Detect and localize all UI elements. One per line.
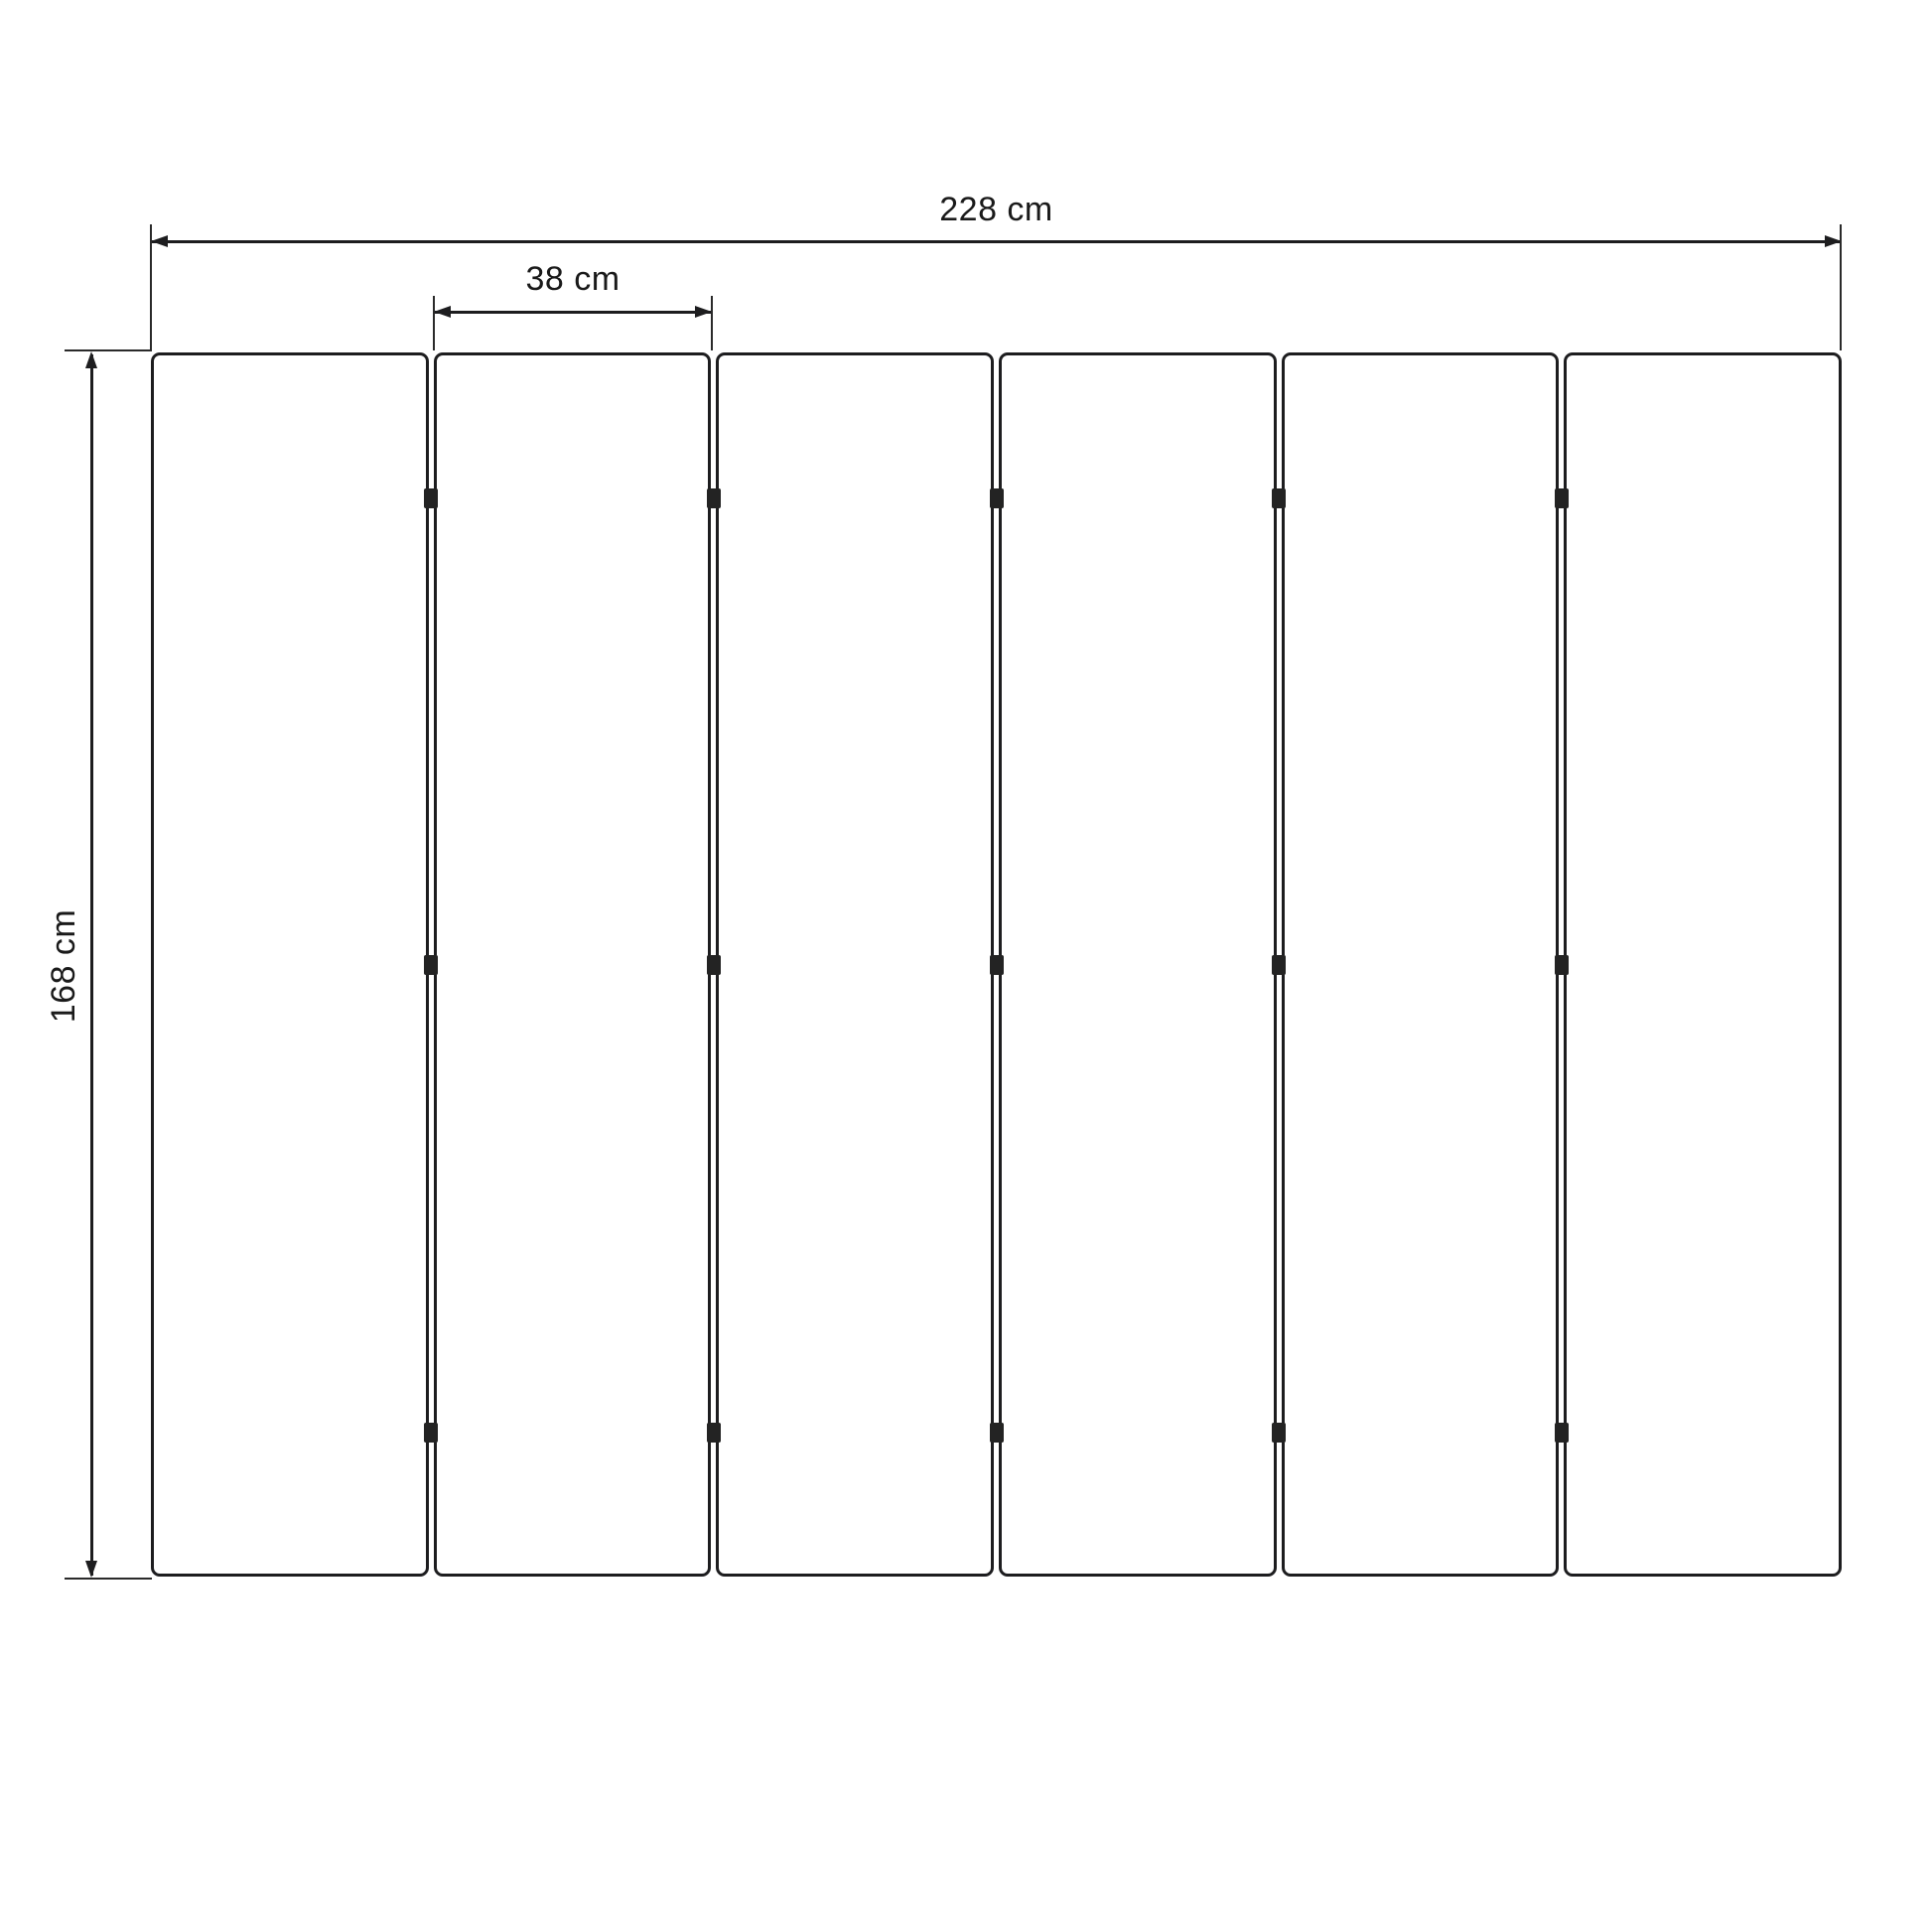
hinge-mark (1555, 955, 1569, 975)
hinge-mark (1272, 488, 1286, 508)
hinge-mark (1555, 1423, 1569, 1443)
hinge-mark (990, 1423, 1004, 1443)
hinge-mark (424, 488, 438, 508)
total-width-label: 228 cm (939, 191, 1053, 228)
arrow-left-icon (151, 235, 168, 247)
panel (434, 352, 712, 1577)
total-width-dimension-line (152, 240, 1841, 243)
panel-width-label: 38 cm (525, 260, 621, 298)
hinge-mark (990, 955, 1004, 975)
height-extension-line-top (65, 349, 152, 351)
hinge-mark (1272, 955, 1286, 975)
height-label: 168 cm (45, 908, 82, 1024)
arrow-right-icon (695, 306, 712, 318)
panel-width-dimension-line (435, 311, 711, 314)
hinge-mark (424, 1423, 438, 1443)
total-width-extension-line-left (150, 224, 152, 350)
panel (151, 352, 429, 1577)
panel (716, 352, 994, 1577)
hinge-mark (990, 488, 1004, 508)
arrow-up-icon (85, 351, 97, 368)
hinge-mark (707, 488, 721, 508)
hinge-mark (1272, 1423, 1286, 1443)
panel-width-extension-line-left (433, 296, 435, 350)
panel (1564, 352, 1842, 1577)
hinge-mark (707, 1423, 721, 1443)
total-width-extension-line-right (1840, 224, 1842, 350)
hinge-mark (424, 955, 438, 975)
height-extension-line-bottom (65, 1578, 152, 1580)
hinge-mark (707, 955, 721, 975)
arrow-left-icon (434, 306, 451, 318)
height-dimension-line (90, 354, 93, 1576)
arrow-down-icon (85, 1561, 97, 1578)
hinge-mark (1555, 488, 1569, 508)
panel (1282, 352, 1560, 1577)
panel-width-extension-line-right (711, 296, 713, 350)
panel (999, 352, 1277, 1577)
